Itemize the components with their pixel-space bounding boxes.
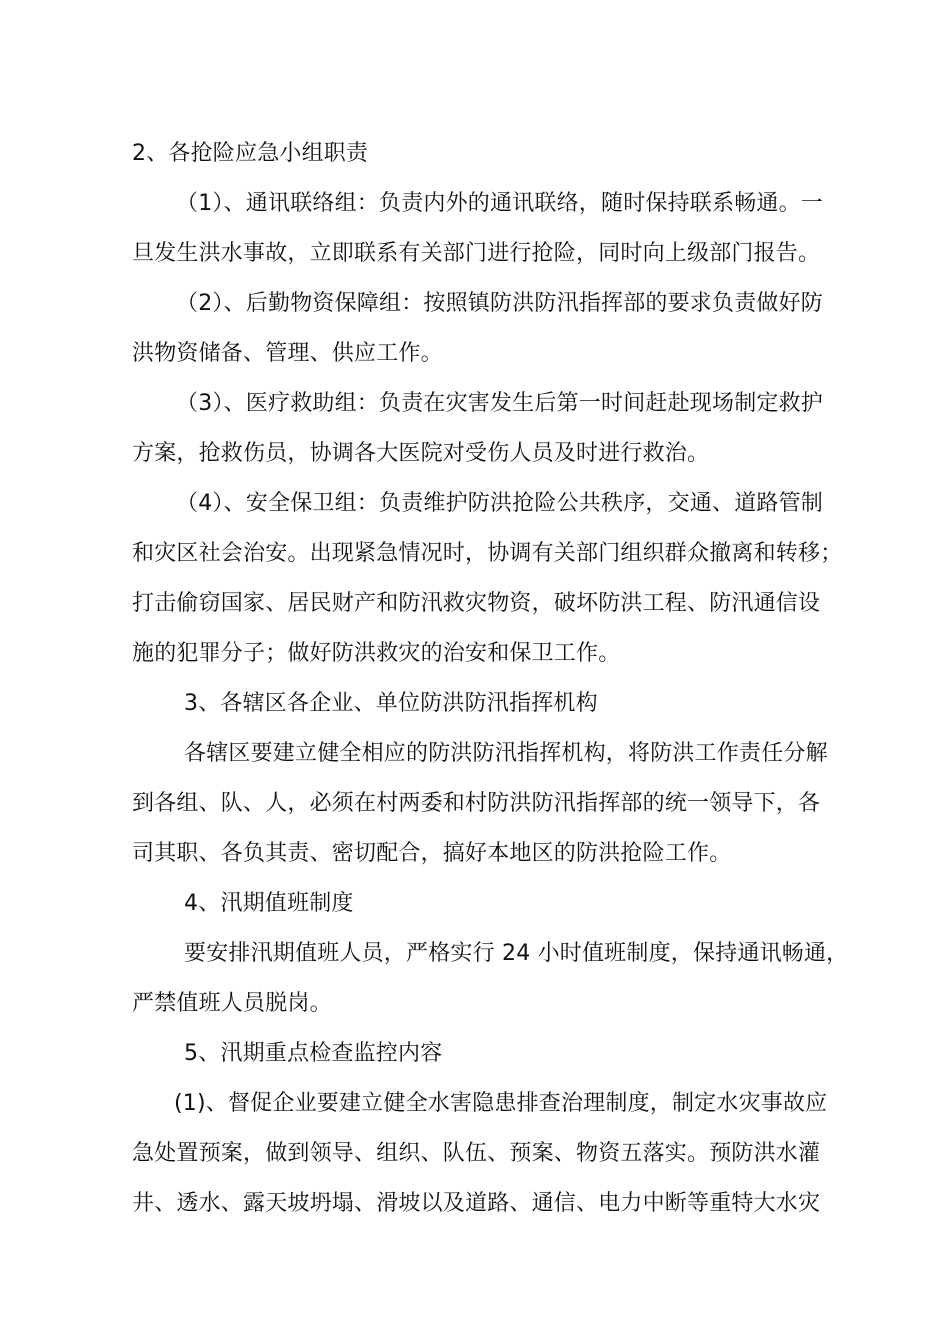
paragraph-line: 施的犯罪分子；做好防洪救灾的治安和保卫工作。 [132,641,621,666]
paragraph-line: 打击偷窃国家、居民财产和防汛救灾物资，破坏防洪工程、防汛通信设 [132,591,821,616]
paragraph-line: （1）、通讯联络组：负责内外的通讯联络，随时保持联系畅通。一 [176,191,823,216]
paragraph-line: 旦发生洪水事故，立即联系有关部门进行抢险，同时向上级部门报告。 [132,241,821,266]
paragraph-line: （3）、医疗救助组：负责在灾害发生后第一时间赶赴现场制定救护 [176,391,823,416]
paragraph-line: (1)、督促企业要建立健全水害隐患排查治理制度，制定水灾事故应 [174,1091,828,1116]
paragraph-line: 井、透水、露天坡坍塌、滑坡以及道路、通信、电力中断等重特大水灾 [132,1191,821,1216]
paragraph-line: 严禁值班人员脱岗。 [132,991,332,1016]
paragraph-line: 急处置预案，做到领导、组织、队伍、预案、物资五落实。预防洪水灌 [132,1141,821,1166]
paragraph-line: 方案，抢救伤员，协调各大医院对受伤人员及时进行救治。 [132,441,710,466]
section-heading: 2、各抢险应急小组职责 [132,141,369,166]
paragraph-line: 司其职、各负其责、密切配合，搞好本地区的防洪抢险工作。 [132,841,732,866]
section-heading: 5、汛期重点检查监控内容 [184,1041,443,1066]
paragraph-line: 洪物资储备、管理、供应工作。 [132,341,443,366]
paragraph-line: 和灾区社会治安。出现紧急情况时，协调有关部门组织群众撤离和转移； [132,541,843,566]
section-heading: 4、汛期值班制度 [184,891,354,916]
paragraph-line: 各辖区要建立健全相应的防洪防汛指挥机构，将防洪工作责任分解 [184,741,828,766]
paragraph-line: （4）、安全保卫组：负责维护防洪抢险公共秩序，交通、道路管制 [176,491,823,516]
paragraph-line: 要安排汛期值班人员，严格实行 24 小时值班制度，保持通讯畅通， [184,941,849,966]
paragraph-line: 到各组、队、人，必须在村两委和村防洪防汛指挥部的统一领导下，各 [132,791,821,816]
section-heading: 3、各辖区各企业、单位防洪防汛指挥机构 [184,691,598,716]
paragraph-line: （2）、后勤物资保障组：按照镇防洪防汛指挥部的要求负责做好防 [176,291,823,316]
